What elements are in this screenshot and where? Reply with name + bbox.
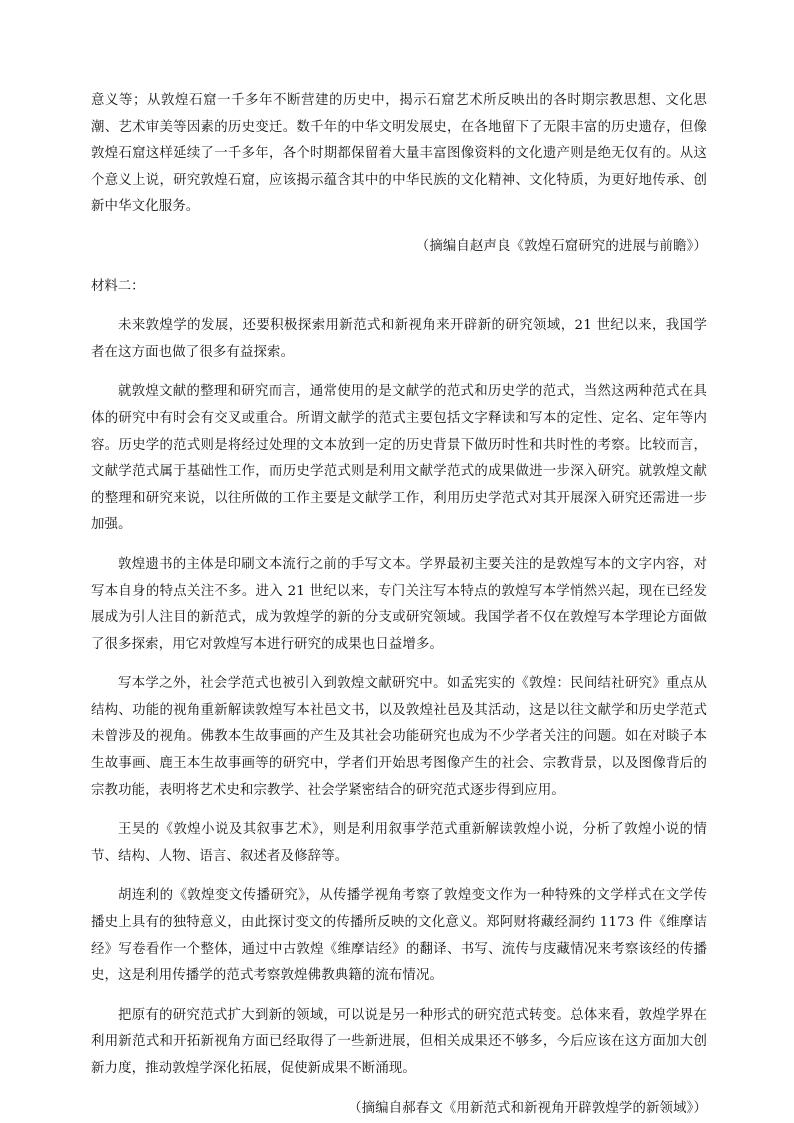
- material-two-label: 材料二：: [91, 278, 145, 294]
- paragraph-5: 王昊的《敦煌小说及其叙事艺术》，则是利用叙事学范式重新解读敦煌小说，分析了敦煌小说的情节、结构、人物、语言、叙述者及修辞等。: [91, 822, 707, 864]
- paragraph-4: 写本学之外，社会学范式也被引入到敦煌文献研究中。如孟宪实的《敦煌：民间结社研究》重点从结构、功能的视角重新解读敦煌写本社邑文书，以及敦煌社邑及其活动，这是以往文献学和历史学范式未曾涉及的视角。佛教本生故事画的产生及其社会功能研究也成为不少学者关注的问题。如在对睒子本生故事画、鹿王本生故事画等的研究中，学者们开始思考图像产生的社会、宗教背景，以及图像背后的宗教功能，表明将艺术史和宗教学、社会学紧密结合的研究范式逐步得到应用。: [91, 676, 707, 798]
- paragraph-continued: 意义等；从敦煌石窟一千多年不断营建的历史中，揭示石窟艺术所反映出的各时期宗教思想、文化思潮、艺术审美等因素的历史变迁。数千年的中华文明发展史，在各地留下了无限丰富的历史遗存，但像敦煌石窟这样延续了一千多年，各个时期都保留着大量丰富图像资料的文化遗产则是绝无仅有的。从这个意义上说，研究敦煌石窟，应该揭示蕴含其中的中华民族的文化精神、文化特质，为更好地传承、创新中华文化服务。: [91, 93, 707, 215]
- paragraph-7: 把原有的研究范式扩大到新的领域，可以说是另一种形式的研究范式转变。总体来看，敦煌学界在利用新范式和开拓新视角方面已经取得了一些新进展，但相关成果还不够多，今后应该在这方面加大创新力度，推动敦煌学深化拓展，促使新成果不断涌现。: [91, 1007, 707, 1076]
- paragraph-6: 胡连利的《敦煌变文传播研究》，从传播学视角考察了敦煌变文作为一种特殊的文学样式在文学传播史上具有的独特意义，由此探讨变文的传播所反映的文化意义。郑阿财将藏经洞约 1173 件《维摩诘经》写卷看作一个整体，通过中古敦煌《维摩诘经》的翻译、书写、流传与庋藏情况来考察该经的传播史，这是利用传播学的范式考察敦煌佛教典籍的流布情况。: [91, 888, 707, 984]
- document-page: [91, 88, 707, 1122]
- paragraph-3: 敦煌遗书的主体是印刷文本流行之前的手写文本。学界最初主要关注的是敦煌写本的文字内容，对写本自身的特点关注不多。进入 21 世纪以来，专门关注写本特点的敦煌写本学悄然兴起，现在已经发展成为引人注目的新范式，成为敦煌学的新的分支或研究领域。我国学者不仅在敦煌写本学理论方面做了很多探索，用它对敦煌写本进行研究的成果也日益增多。: [91, 556, 707, 652]
- paragraph-2: 就敦煌文献的整理和研究而言，通常使用的是文献学的范式和历史学的范式，当然这两种范式在具体的研究中有时会有交叉或重合。所谓文献学的范式主要包括文字释读和写本的定性、定名、定年等内容。历史学的范式则是将经过处理的文本放到一定的历史背景下做历时性和共时性的考察。比较而言，文献学范式属于基础性工作，而历史学范式则是利用文献学范式的成果做进一步深入研究。就敦煌文献的整理和研究来说，以往所做的工作主要是文献学工作，利用历史学范式对其开展深入研究还需进一步加强。: [91, 384, 707, 533]
- source-citation-2: （摘编自郝春文《用新范式和新视角开辟敦煌学的新领域》）: [348, 1100, 707, 1116]
- paragraph-1: 未来敦煌学的发展，还要积极探索用新范式和新视角来开辟新的研究领域，21 世纪以来，我国学者在这方面也做了很多有益探索。: [91, 318, 707, 360]
- source-citation-1: （摘编自赵声良《敦煌石窟研究的进展与前瞻》）: [415, 238, 707, 254]
